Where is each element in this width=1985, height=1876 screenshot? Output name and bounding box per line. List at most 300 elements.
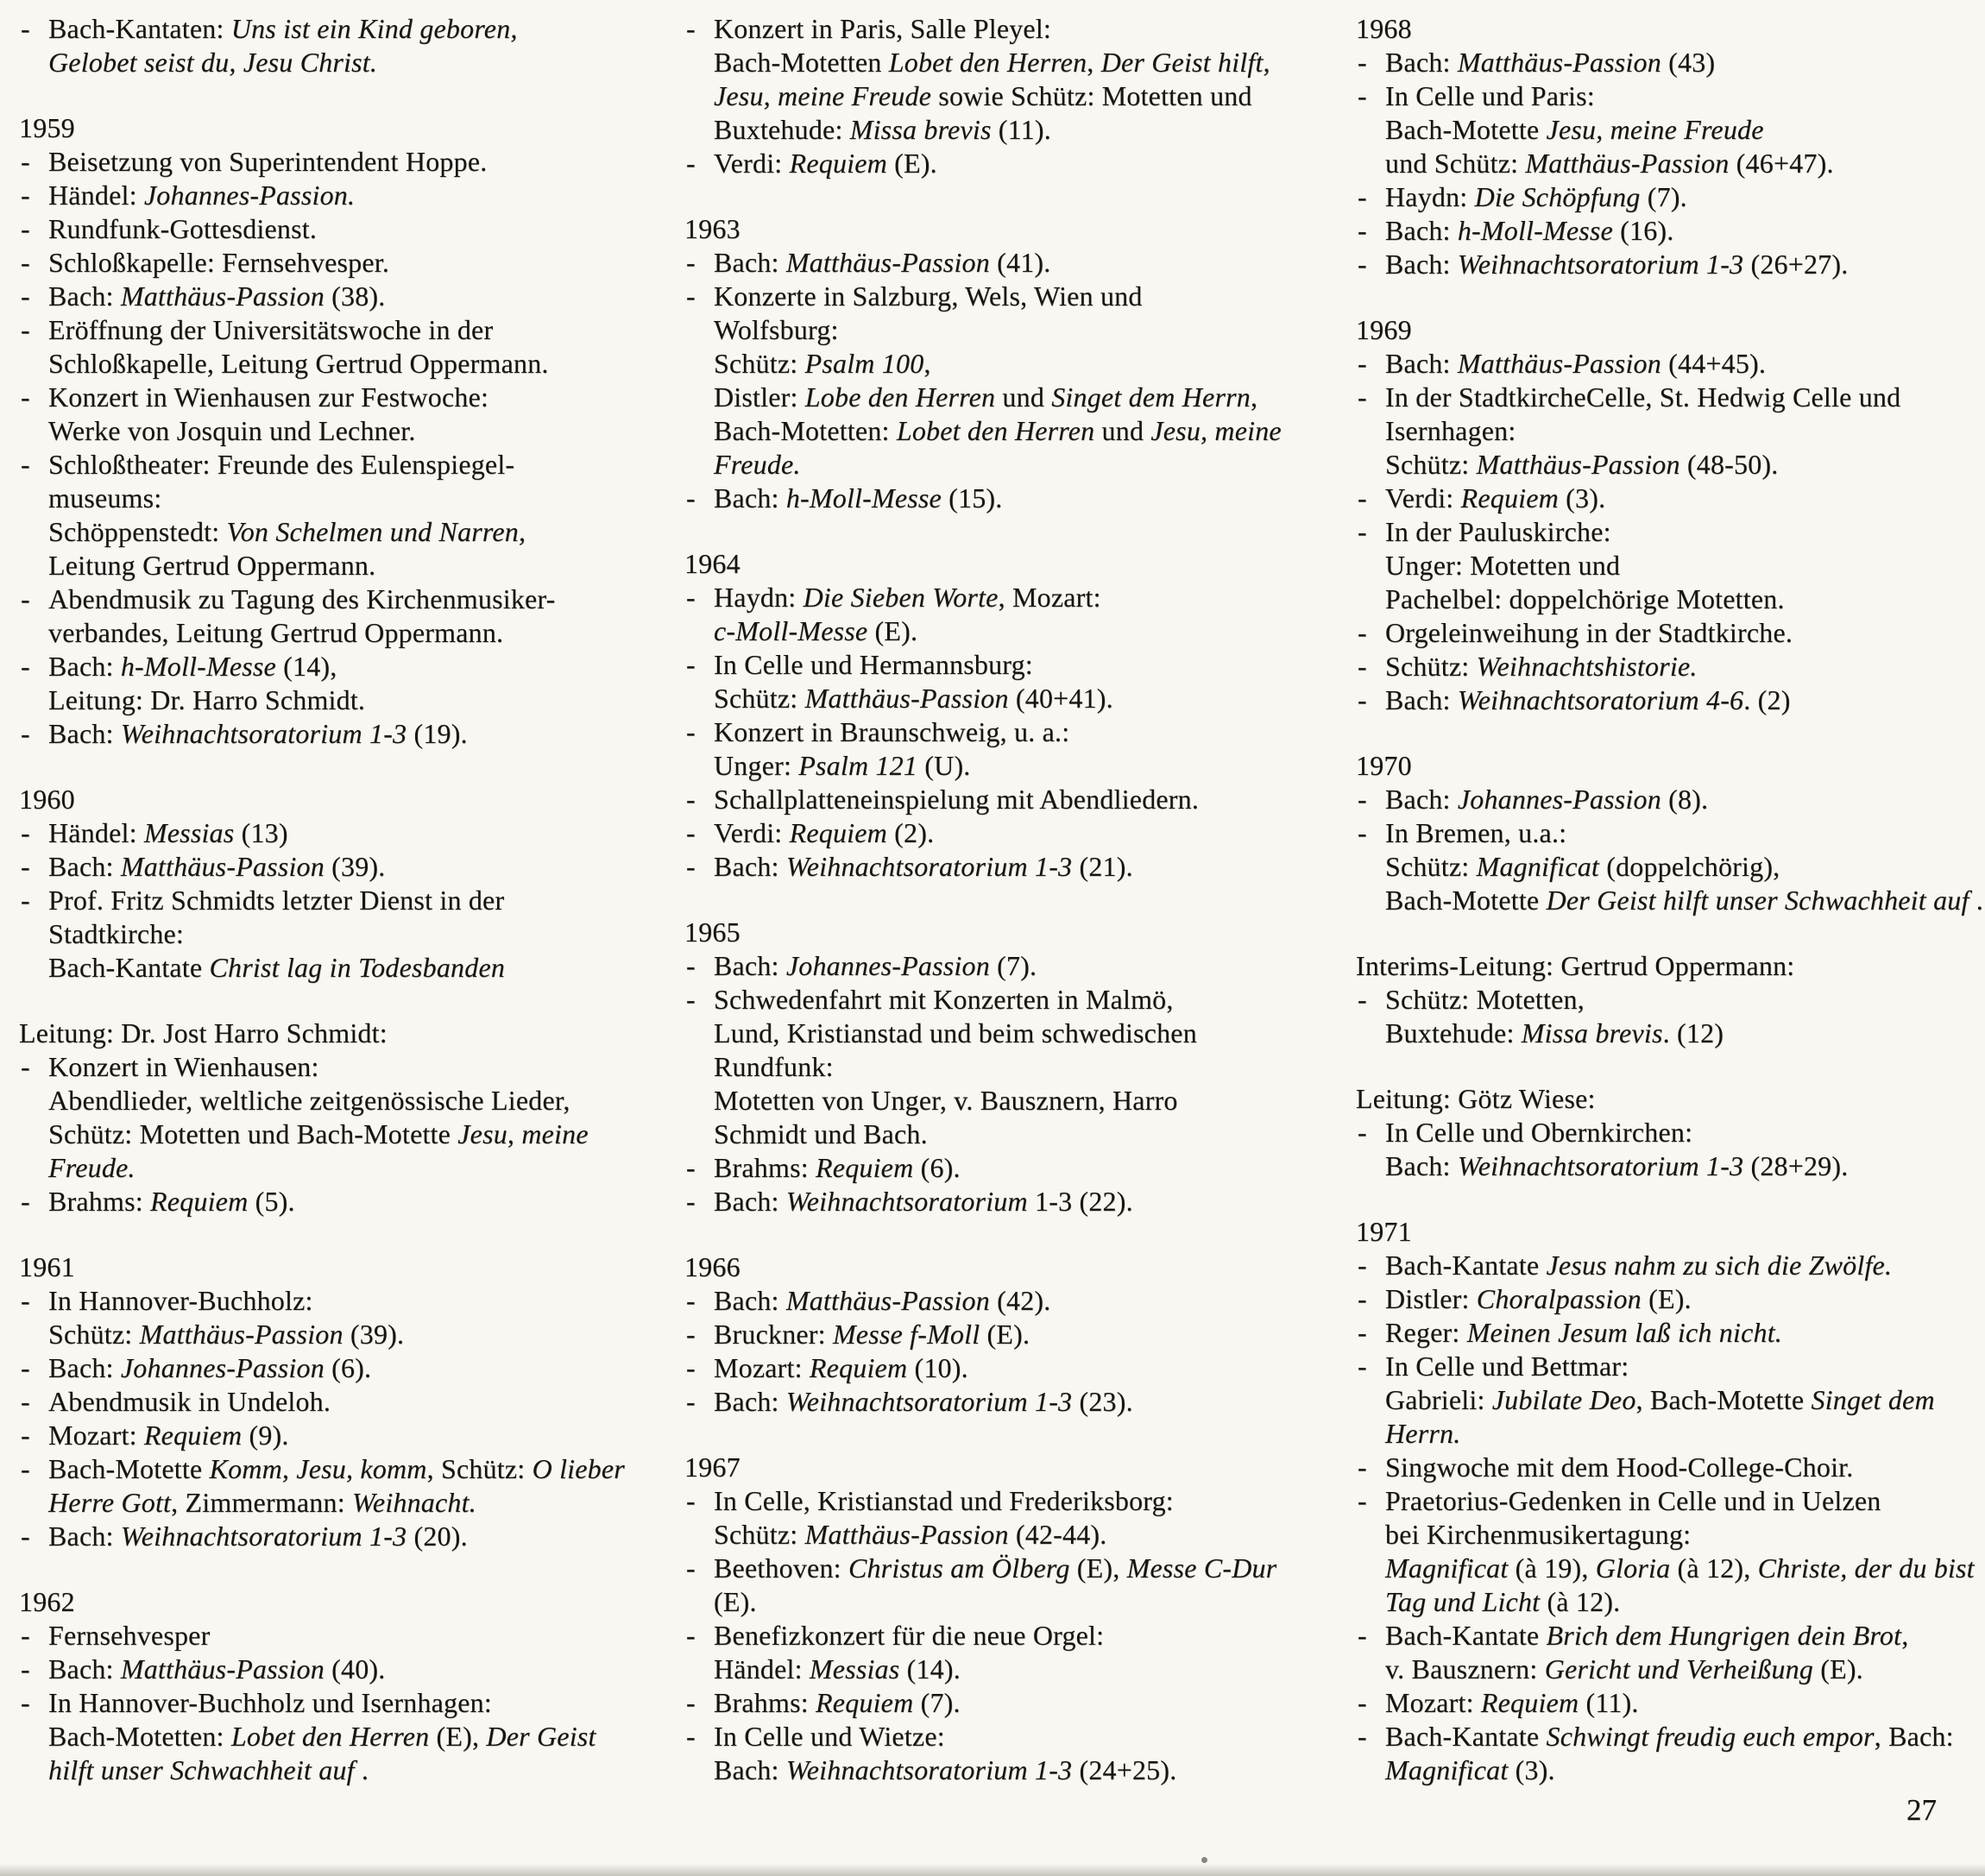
text-line — [48, 1050, 659, 1084]
item-text — [1385, 381, 1970, 482]
text-line — [1385, 482, 1970, 515]
item-text — [48, 1351, 659, 1385]
text-line — [48, 884, 659, 917]
text-run: Bach-Motette — [48, 1453, 210, 1484]
work-title: Uns ist ein Kind geboren, — [230, 13, 518, 44]
text-run: Abendlieder, weltliche zeitgenössische Lieder, — [48, 1085, 570, 1116]
text-line — [48, 448, 659, 482]
bullet-dash-icon: - — [686, 1721, 696, 1752]
work-title: Christe, der du bist — [1757, 1552, 1975, 1583]
text-line — [48, 1084, 659, 1117]
text-run: Schütz: — [1385, 651, 1477, 682]
text-run: (10). — [907, 1352, 968, 1383]
text-run: In Celle und Hermannsburg: — [714, 649, 1033, 680]
item-text — [48, 246, 659, 280]
bullet-dash-icon: - — [21, 213, 30, 244]
bullet-dash-icon: - — [21, 1520, 30, 1552]
text-run: Rundfunk: — [714, 1051, 834, 1082]
entry-block — [19, 1585, 659, 1787]
work-title: Gloria — [1595, 1552, 1671, 1583]
bullet-dash-icon: - — [686, 1620, 696, 1651]
bullet-dash-icon: - — [1358, 381, 1367, 412]
text-run: (24+25). — [1072, 1754, 1177, 1785]
list-item — [1356, 482, 1970, 515]
work-title: Matthäus-Passion — [804, 683, 1009, 714]
list-item — [19, 1419, 659, 1452]
bullet-dash-icon: - — [21, 583, 30, 614]
text-run: (21). — [1072, 851, 1133, 882]
item-text — [1385, 79, 1970, 180]
text-line — [48, 616, 659, 650]
entry-block — [684, 212, 1330, 515]
list-item — [1356, 347, 1970, 381]
text-line — [1385, 1383, 1970, 1417]
text-line — [714, 1720, 1330, 1753]
text-run: Schloßkapelle, Leitung Gertrud Oppermann. — [48, 348, 549, 379]
text-run: (2). — [886, 817, 935, 848]
text-run: Stadtkirche: — [48, 918, 185, 949]
text-line — [48, 1385, 659, 1419]
text-run: Bach: — [1385, 348, 1458, 379]
text-line — [48, 951, 659, 985]
year-heading: 1967 — [684, 1451, 740, 1483]
text-line — [1385, 79, 1970, 113]
text-run: (43) — [1660, 47, 1716, 78]
text-line — [1385, 850, 1970, 884]
text-run: Verdi: — [714, 817, 790, 848]
text-run: (6). — [324, 1352, 372, 1383]
text-line — [714, 648, 1330, 682]
text-run: (28+29). — [1743, 1150, 1849, 1181]
bullet-dash-icon: - — [686, 716, 696, 747]
text-run: und Schütz: — [1385, 148, 1526, 179]
list-item — [1356, 1451, 1970, 1484]
item-text — [1385, 1282, 1970, 1316]
item-text — [48, 1385, 659, 1419]
text-run: sowie Schütz: Motetten und — [931, 80, 1252, 111]
work-title: Weihnachtsoratorium 1-3 — [785, 1754, 1073, 1785]
list-item — [1356, 1484, 1975, 1619]
text-run: Brahms: — [48, 1186, 151, 1217]
text-run: Schütz: — [1385, 851, 1477, 882]
text-run: Verdi: — [1385, 482, 1461, 513]
text-run: (14), — [275, 651, 337, 682]
text-run: (41). — [989, 247, 1051, 278]
text-run: und — [1094, 415, 1151, 446]
text-line — [714, 1151, 1330, 1185]
bullet-dash-icon: - — [686, 482, 696, 513]
item-text — [48, 650, 659, 717]
text-line — [714, 414, 1330, 448]
bullet-dash-icon: - — [1358, 1485, 1367, 1516]
entry-block — [684, 1451, 1330, 1787]
text-line — [48, 313, 659, 347]
bullet-dash-icon: - — [686, 13, 696, 44]
list-item — [684, 1185, 1330, 1218]
list-item — [19, 1452, 659, 1520]
list-item — [1356, 180, 1970, 214]
text-line — [1385, 983, 1970, 1017]
item-text — [48, 884, 659, 985]
list-item — [1356, 1686, 1970, 1720]
bullet-dash-icon: - — [21, 13, 30, 44]
text-run: (42-44). — [1008, 1519, 1107, 1550]
text-line — [714, 1552, 1330, 1585]
bullet-dash-icon: - — [1358, 1620, 1367, 1651]
work-title: Gericht und Verheißung — [1544, 1653, 1814, 1684]
list-item — [19, 381, 659, 448]
text-line — [1385, 1552, 1975, 1585]
work-title: Matthäus-Passion — [1457, 348, 1661, 379]
column-right — [1356, 12, 1983, 1787]
item-text — [48, 850, 659, 884]
text-run: Mozart: — [714, 1352, 810, 1383]
text-run: Bach-Motetten — [714, 47, 889, 78]
text-line — [48, 1486, 659, 1520]
text-run: Konzerte in Salzburg, Wels, Wien und — [714, 280, 1143, 312]
item-text — [714, 783, 1330, 816]
item-text — [48, 1419, 659, 1452]
item-text — [714, 1552, 1330, 1619]
text-line — [1385, 1619, 1970, 1653]
work-title: Requiem — [143, 1420, 243, 1451]
column-left — [19, 12, 659, 1787]
list-item — [19, 582, 659, 650]
text-run: (14). — [899, 1653, 961, 1684]
text-line — [714, 1686, 1330, 1720]
list-item — [1356, 650, 1970, 683]
text-line — [714, 682, 1330, 715]
bullet-dash-icon: - — [21, 718, 30, 749]
item-text — [48, 448, 659, 582]
item-text — [1385, 783, 1970, 816]
work-title: Weihnachtsoratorium 1-3 — [1457, 249, 1744, 280]
text-run: (7). — [1640, 181, 1687, 212]
entry-block — [684, 547, 1330, 884]
work-title: hilft unser Schwachheit auf — [48, 1754, 355, 1785]
text-run: Abendmusik in Undeloh. — [48, 1386, 331, 1417]
work-title: Singet dem — [1811, 1384, 1935, 1415]
work-title: Matthäus-Passion — [785, 247, 990, 278]
work-title: Matthäus-Passion — [120, 851, 325, 882]
list-item — [684, 648, 1330, 715]
item-text — [48, 582, 659, 650]
text-run: Bach-Motetten: — [714, 415, 897, 446]
list-item — [19, 179, 659, 212]
work-title: Messias — [143, 817, 235, 848]
bullet-dash-icon: - — [21, 146, 30, 177]
text-run: Schütz: — [714, 348, 805, 379]
bullet-dash-icon: - — [686, 247, 696, 278]
text-run: Bach: — [714, 1285, 786, 1316]
item-text — [1385, 1720, 1970, 1787]
work-title: Weihnachtsoratorium 1-3 — [785, 851, 1073, 882]
text-run: (E). — [867, 615, 918, 646]
text-run: Brahms: — [714, 1687, 816, 1718]
item-text — [48, 280, 659, 313]
list-item — [684, 1351, 1330, 1385]
text-line — [1385, 683, 1970, 717]
bullet-dash-icon: - — [21, 179, 30, 211]
list-item — [1356, 1116, 1970, 1183]
text-line — [714, 482, 1330, 515]
text-line — [714, 1619, 1330, 1653]
text-run: (15). — [941, 482, 1003, 513]
year-heading: 1965 — [684, 916, 740, 947]
text-line — [714, 1284, 1330, 1318]
text-run: (20). — [406, 1520, 468, 1552]
item-text — [1385, 214, 1970, 248]
work-title: Choralpassion — [1476, 1283, 1642, 1314]
text-run: Bach-Motette — [1385, 884, 1547, 916]
text-run: In Celle, Kristianstad und Frederiksborg: — [714, 1485, 1174, 1516]
text-run: (40). — [324, 1653, 386, 1684]
item-text — [48, 1686, 659, 1787]
year-heading: 1960 — [19, 784, 75, 815]
text-run: Praetorius-Gedenken in Celle und in Uelzen — [1385, 1485, 1881, 1516]
text-line — [714, 949, 1330, 983]
entry-block — [684, 12, 1330, 180]
year-heading: 1966 — [684, 1251, 740, 1282]
text-run: Bach: — [714, 482, 786, 513]
text-run: Bach: — [714, 1386, 786, 1417]
text-run: Haydn: — [714, 582, 803, 613]
text-line — [714, 715, 1330, 749]
text-line — [1385, 650, 1970, 683]
bullet-dash-icon: - — [686, 1352, 696, 1383]
text-run: Bach: — [1385, 1150, 1458, 1181]
bullet-dash-icon: - — [1358, 1117, 1367, 1148]
text-run: Bach: — [48, 1352, 121, 1383]
item-text — [48, 145, 659, 179]
list-item — [1356, 616, 1970, 650]
work-title: Psalm 100 — [804, 348, 924, 379]
item-text — [48, 1653, 659, 1686]
work-title: Jesus nahm zu sich die Zwölfe. — [1546, 1250, 1893, 1281]
text-run: (48-50). — [1679, 449, 1779, 480]
text-line — [48, 1151, 659, 1185]
work-title: Matthäus-Passion — [120, 280, 325, 312]
text-run: (46+47). — [1729, 148, 1834, 179]
text-line — [714, 1385, 1330, 1419]
work-title: Der Geist — [486, 1721, 596, 1752]
text-run: Bach: — [714, 1186, 786, 1217]
text-line — [714, 983, 1330, 1017]
bullet-dash-icon: - — [21, 280, 30, 312]
year-heading: 1959 — [19, 112, 75, 143]
text-run: Bach: — [714, 247, 786, 278]
text-run: (13) — [234, 817, 288, 848]
item-text — [1385, 1316, 1970, 1350]
item-text — [1385, 515, 1970, 616]
text-line — [1385, 214, 1970, 248]
text-run: Unger: — [714, 750, 799, 781]
work-title: Requiem — [816, 1152, 914, 1183]
work-title: Christ lag in Todesbanden — [209, 952, 506, 983]
work-title: Weihnachtsoratorium 4-6 — [1457, 684, 1744, 715]
text-run: Reger: — [1385, 1317, 1467, 1348]
list-item — [1356, 783, 1970, 816]
bullet-dash-icon: - — [1358, 984, 1367, 1015]
text-line — [714, 1653, 1330, 1686]
text-run: (11). — [991, 114, 1051, 145]
text-line — [1385, 582, 1970, 616]
item-text — [714, 1484, 1330, 1552]
item-text — [714, 280, 1330, 482]
item-text — [48, 1520, 659, 1553]
text-run: (U). — [917, 750, 971, 781]
item-text — [48, 1452, 659, 1520]
item-text — [714, 1284, 1330, 1318]
text-run: , — [1901, 1620, 1909, 1651]
text-line — [48, 650, 659, 683]
work-title: Requiem — [150, 1186, 249, 1217]
work-title: Matthäus-Passion — [1525, 148, 1730, 179]
text-run: Schöppenstedt: — [48, 516, 227, 547]
list-item — [684, 12, 1330, 147]
item-text — [1385, 1249, 1970, 1282]
work-title: Der Geist hilft unser Schwachheit auf — [1546, 884, 1969, 916]
list-item — [684, 983, 1330, 1151]
text-run: Isernhagen: — [1385, 415, 1516, 446]
item-text — [1385, 683, 1970, 717]
text-line — [714, 1753, 1330, 1787]
text-line — [714, 347, 1330, 381]
bullet-dash-icon: - — [686, 649, 696, 680]
text-line — [714, 280, 1330, 313]
list-item — [1356, 1282, 1970, 1316]
item-text — [1385, 1350, 1970, 1451]
text-run: (11). — [1579, 1687, 1639, 1718]
text-run: (38). — [324, 280, 386, 312]
item-text — [48, 816, 659, 850]
item-text — [714, 715, 1330, 783]
list-item — [19, 1520, 659, 1553]
text-run: (42). — [989, 1285, 1051, 1316]
text-line — [714, 46, 1330, 79]
bullet-dash-icon: - — [1358, 181, 1367, 212]
text-run: Bach: — [714, 1754, 786, 1785]
text-run: (E). — [1641, 1283, 1692, 1314]
text-run: (E). — [1813, 1653, 1863, 1684]
scan-edge-artifact — [0, 1864, 1985, 1876]
text-run: Händel: — [48, 179, 144, 211]
text-line — [1385, 1350, 1970, 1383]
bullet-dash-icon: - — [21, 1620, 30, 1651]
list-item — [684, 850, 1330, 884]
list-item — [684, 1151, 1330, 1185]
text-run: Benefizkonzert für die neue Orgel: — [714, 1620, 1105, 1651]
text-line — [48, 145, 659, 179]
text-line — [48, 482, 659, 515]
text-run: Pachelbel: doppelchörige Motetten. — [1385, 583, 1785, 614]
bullet-dash-icon: - — [21, 1186, 30, 1217]
work-title: Weihnachtshistorie. — [1476, 651, 1698, 682]
text-run: Bach-Motette — [1385, 114, 1547, 145]
text-run: , — [1250, 381, 1258, 412]
work-title: Weihnachtsoratorium 1-3 — [1457, 1150, 1744, 1181]
text-run: (3). — [1558, 482, 1606, 513]
text-line — [714, 614, 1330, 648]
entry-block — [1356, 12, 1970, 281]
item-text — [48, 1284, 659, 1351]
work-title: Schwingt freudig euch empor — [1546, 1721, 1875, 1752]
work-title: Requiem — [809, 1352, 908, 1383]
list-item — [684, 816, 1330, 850]
work-title: Jesu, meine Freude — [714, 80, 932, 111]
list-item — [1356, 46, 1970, 79]
text-line — [48, 1284, 659, 1318]
list-item — [684, 1318, 1330, 1351]
text-line — [48, 179, 659, 212]
list-item — [19, 1050, 659, 1185]
text-run: Distler: — [714, 381, 805, 412]
year-heading: 1961 — [19, 1251, 75, 1282]
work-title: Lobet den Herren — [888, 47, 1087, 78]
text-run: , Bach-Motette — [1635, 1384, 1812, 1415]
text-run: (6). — [913, 1152, 961, 1183]
item-text — [1385, 983, 1970, 1050]
bullet-dash-icon: - — [1358, 617, 1367, 648]
year-heading: 1962 — [19, 1586, 75, 1617]
list-item — [1356, 683, 1970, 717]
bullet-dash-icon: - — [1358, 684, 1367, 715]
work-title: Der Geist hilft, — [1100, 47, 1270, 78]
work-title: O lieber — [532, 1453, 625, 1484]
text-run: , Zimmermann: — [171, 1487, 352, 1518]
text-run: museums: — [48, 482, 162, 513]
text-line — [714, 1117, 1330, 1151]
text-line — [1385, 1585, 1970, 1619]
text-run: (23). — [1072, 1386, 1133, 1417]
list-item — [19, 448, 659, 582]
item-text — [48, 717, 659, 751]
bullet-dash-icon: - — [686, 1687, 696, 1718]
work-title: Johannes-Passion — [120, 1352, 325, 1383]
entry-block — [684, 1250, 1330, 1419]
bullet-dash-icon: - — [686, 1386, 696, 1417]
work-title: Messe f-Moll — [832, 1319, 980, 1350]
work-title: Jesu, meine — [457, 1118, 589, 1149]
text-run: Wolfsburg: — [714, 314, 839, 345]
work-title: Requiem — [816, 1687, 914, 1718]
text-line — [1385, 1753, 1970, 1787]
text-run: Mozart: — [48, 1420, 144, 1451]
text-line — [714, 1185, 1330, 1218]
entry-block — [1356, 1215, 1975, 1787]
text-line — [1385, 147, 1970, 180]
work-title: h-Moll-Messe — [785, 482, 942, 513]
list-item — [19, 12, 659, 79]
text-run: Bach-Kantate — [1385, 1721, 1547, 1752]
list-item — [1356, 381, 1970, 482]
bullet-dash-icon: - — [21, 817, 30, 848]
list-item — [19, 650, 659, 717]
text-run: (3). — [1508, 1754, 1555, 1785]
item-text — [48, 12, 659, 79]
work-title: Jesu, meine Freude — [1546, 114, 1764, 145]
text-line — [48, 1520, 659, 1553]
text-line — [48, 1720, 659, 1753]
text-line — [48, 1653, 659, 1686]
text-line — [1385, 515, 1970, 549]
text-run: In der Pauluskirche: — [1385, 516, 1611, 547]
list-item — [684, 147, 1330, 180]
text-run: Schütz: — [48, 1319, 140, 1350]
entry-block — [1356, 313, 1970, 717]
list-item — [19, 1284, 659, 1351]
text-line — [1385, 1484, 1970, 1518]
